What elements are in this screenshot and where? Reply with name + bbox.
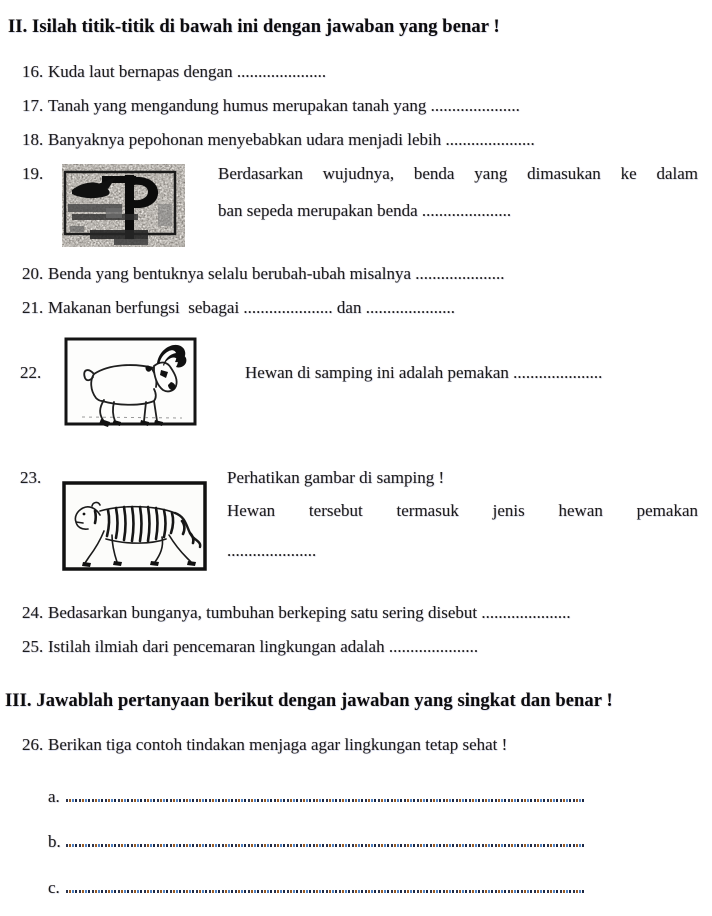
question-23-line1: Perhatikan gambar di samping !	[227, 468, 445, 487]
question-23-line2: Hewan tersebut termasuk jenis hewan pemakan	[227, 501, 698, 520]
bicycle-pump-image	[62, 164, 185, 247]
answer-line-c	[48, 878, 586, 898]
question-19-line2: ban sepeda merupakan benda .....................	[218, 201, 512, 220]
question-18	[22, 130, 535, 150]
question-24-number: 24.	[22, 603, 44, 622]
question-23-number: 23.	[20, 468, 42, 487]
question-19-line1: Berdasarkan wujudnya, benda yang dimasukan ke dalam	[218, 164, 698, 183]
question-21-text: Makanan berfungsi sebagai ..................... dan .....................	[48, 298, 455, 317]
question-17	[22, 96, 520, 116]
section-iii-title: III. Jawablah pertanyaan berikut dengan jawaban yang singkat dan benar !	[5, 691, 613, 711]
goat-image	[64, 337, 197, 427]
answer-line-b-dots	[66, 844, 586, 847]
question-16-text: Kuda laut bernapas dengan .....................	[48, 62, 327, 81]
answer-line-a-label: a.	[48, 787, 60, 806]
tiger-image	[62, 481, 207, 572]
question-18-number: 18.	[22, 130, 44, 149]
question-24-text: Bedasarkan bunganya, tumbuhan berkeping satu sering disebut .....................	[48, 603, 571, 622]
question-22-number: 22.	[20, 363, 42, 382]
answer-line-a	[48, 787, 586, 807]
answer-line-b	[48, 832, 586, 852]
question-19-number: 19.	[22, 164, 44, 183]
question-17-number: 17.	[22, 96, 44, 115]
question-20-number: 20.	[22, 264, 44, 283]
answer-line-b-label: b.	[48, 832, 61, 851]
answer-line-a-dots	[66, 799, 586, 802]
question-26-text: Berikan tiga contoh tindakan menjaga agar lingkungan tetap sehat !	[48, 735, 508, 754]
question-20	[22, 264, 505, 284]
answer-line-c-dots	[66, 890, 586, 893]
question-19-text	[218, 164, 698, 221]
question-17-text: Tanah yang mengandung humus merupakan tanah yang .....................	[48, 96, 520, 115]
question-25-text: Istilah ilmiah dari pencemaran lingkungan adalah .....................	[48, 637, 479, 656]
question-18-text: Banyaknya pepohonan menyebabkan udara menjadi lebih .....................	[48, 130, 535, 149]
question-26	[22, 735, 507, 755]
question-23-text	[227, 468, 698, 561]
answer-line-c-label: c.	[48, 878, 60, 897]
question-16-number: 16.	[22, 62, 44, 81]
question-22-text: Hewan di samping ini adalah pemakan .....................	[245, 363, 603, 382]
question-21	[22, 298, 455, 318]
question-20-text: Benda yang bentuknya selalu berubah-ubah misalnya .....................	[48, 264, 505, 283]
question-21-number: 21.	[22, 298, 44, 317]
question-24	[22, 603, 571, 623]
question-16	[22, 62, 326, 82]
question-26-number: 26.	[22, 735, 44, 754]
section-ii-title: II. Isilah titik-titik di bawah ini dengan jawaban yang benar !	[8, 17, 500, 37]
question-25-number: 25.	[22, 637, 44, 656]
question-25	[22, 637, 478, 657]
question-23-line3: .....................	[227, 541, 317, 560]
